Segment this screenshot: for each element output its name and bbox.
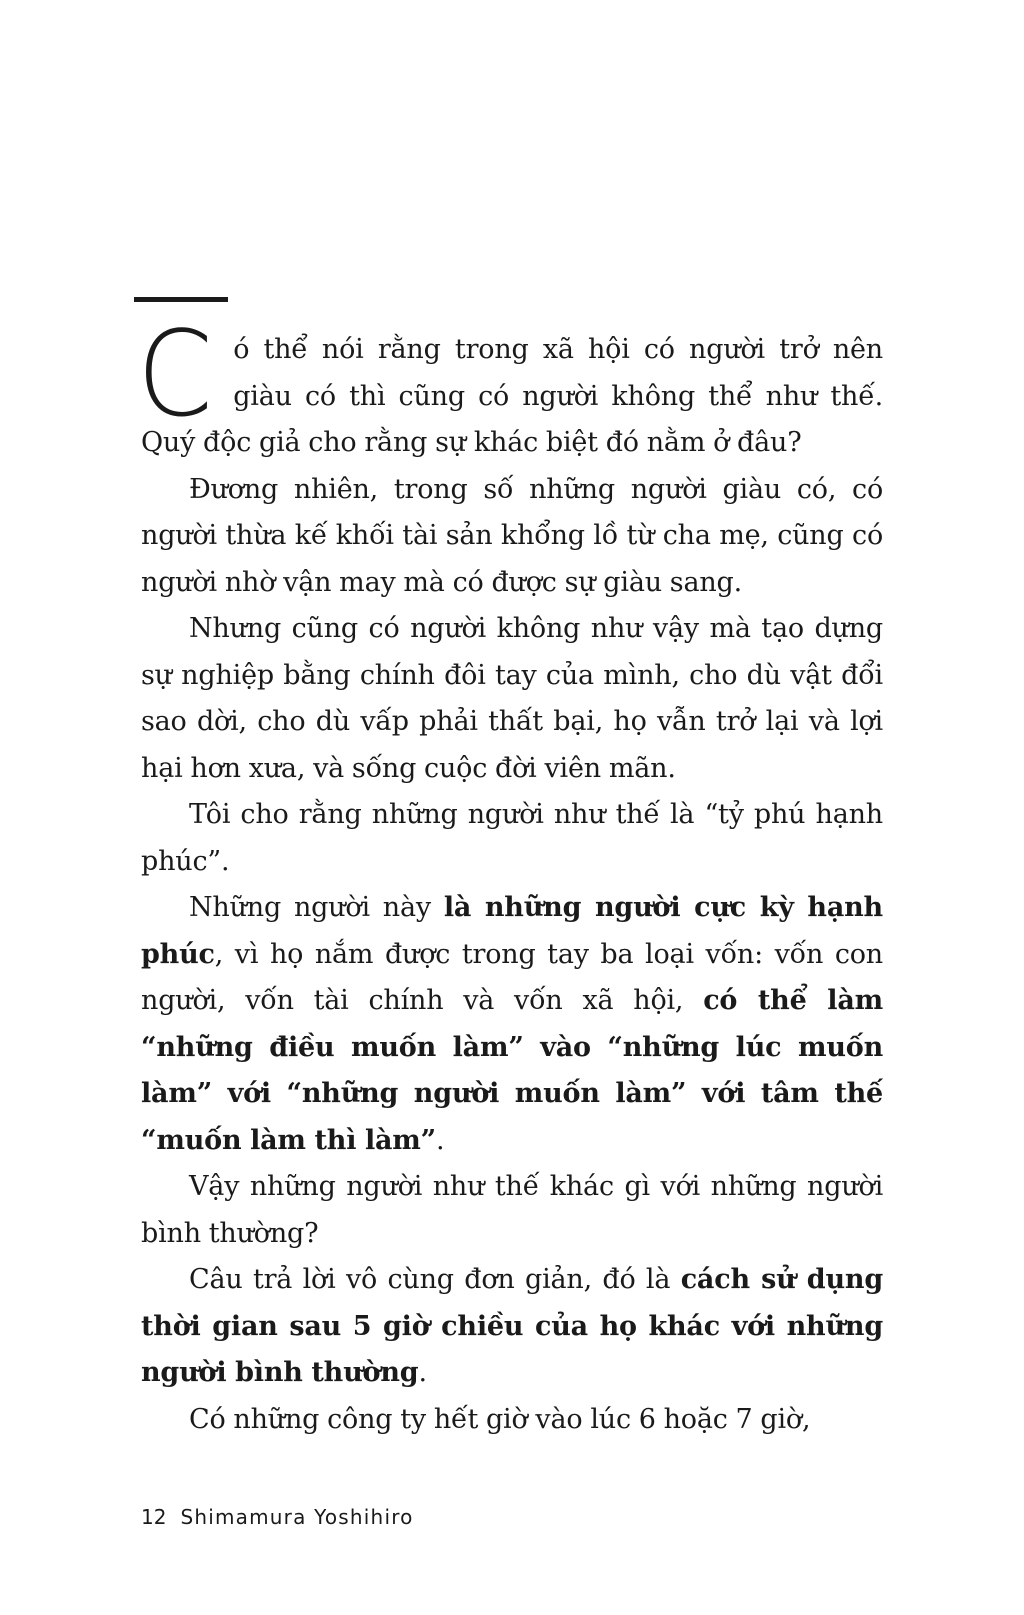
page-number: 12 bbox=[141, 1505, 167, 1529]
paragraph: Tôi cho rằng những người như thế là “tỷ phú hạnh phúc”. bbox=[141, 799, 883, 877]
body-text bbox=[137, 305, 883, 1443]
paragraph: Nhưng cũng có người không như vậy mà tạo dựng sự nghiệp bằng chính đôi tay của mình, cho dù vật đổi sao dời, cho dù vấp phải thất bại, họ vẫn trở lại và lợi hại hơn xưa, và sống cuộc đời viên mãn. bbox=[141, 613, 883, 784]
chapter-rule bbox=[134, 297, 228, 302]
drop-cap: C bbox=[137, 305, 213, 443]
paragraph: Câu trả lời vô cùng đơn giản, đó là cách sử dụng thời gian sau 5 giờ chiều của họ khác với những người bình thường. bbox=[141, 1264, 883, 1388]
author-name: Shimamura Yoshihiro bbox=[180, 1505, 414, 1529]
paragraph: Đương nhiên, trong số những người giàu có, có người thừa kế khối tài sản khổng lồ từ cha mẹ, cũng có người nhờ vận may mà có được sự giàu sang. bbox=[141, 473, 883, 598]
emphasis: là những người cực kỳ hạnh phúc bbox=[141, 892, 883, 970]
paragraph: Có thể nói rằng trong xã hội có người trở nên giàu có thì cũng có người không thể như thế. Quý độc giả cho rằng sự khác biệt đó nằm ở đâu? bbox=[137, 305, 883, 458]
paragraph: Vậy những người như thế khác gì với những người bình thường? bbox=[141, 1171, 883, 1249]
paragraph: Những người này là những người cực kỳ hạnh phúc, vì họ nắm được trong tay ba loại vốn: vốn con người, vốn tài chính và vốn xã hội, có thể làm “những điều muốn làm” vào “những lúc muốn làm” với “những người muốn làm” với tâm thế “muốn làm thì làm”. bbox=[141, 892, 883, 1156]
paragraph: Có những công ty hết giờ vào lúc 6 hoặc 7 giờ, bbox=[189, 1403, 811, 1435]
page-footer bbox=[141, 1505, 414, 1529]
emphasis: có thể làm “những điều muốn làm” vào “những lúc muốn làm” với “những người muốn làm” với tâm thế “muốn làm thì làm” bbox=[141, 985, 883, 1156]
emphasis: cách sử dụng thời gian sau 5 giờ chiều của họ khác với những người bình thường bbox=[141, 1264, 883, 1388]
